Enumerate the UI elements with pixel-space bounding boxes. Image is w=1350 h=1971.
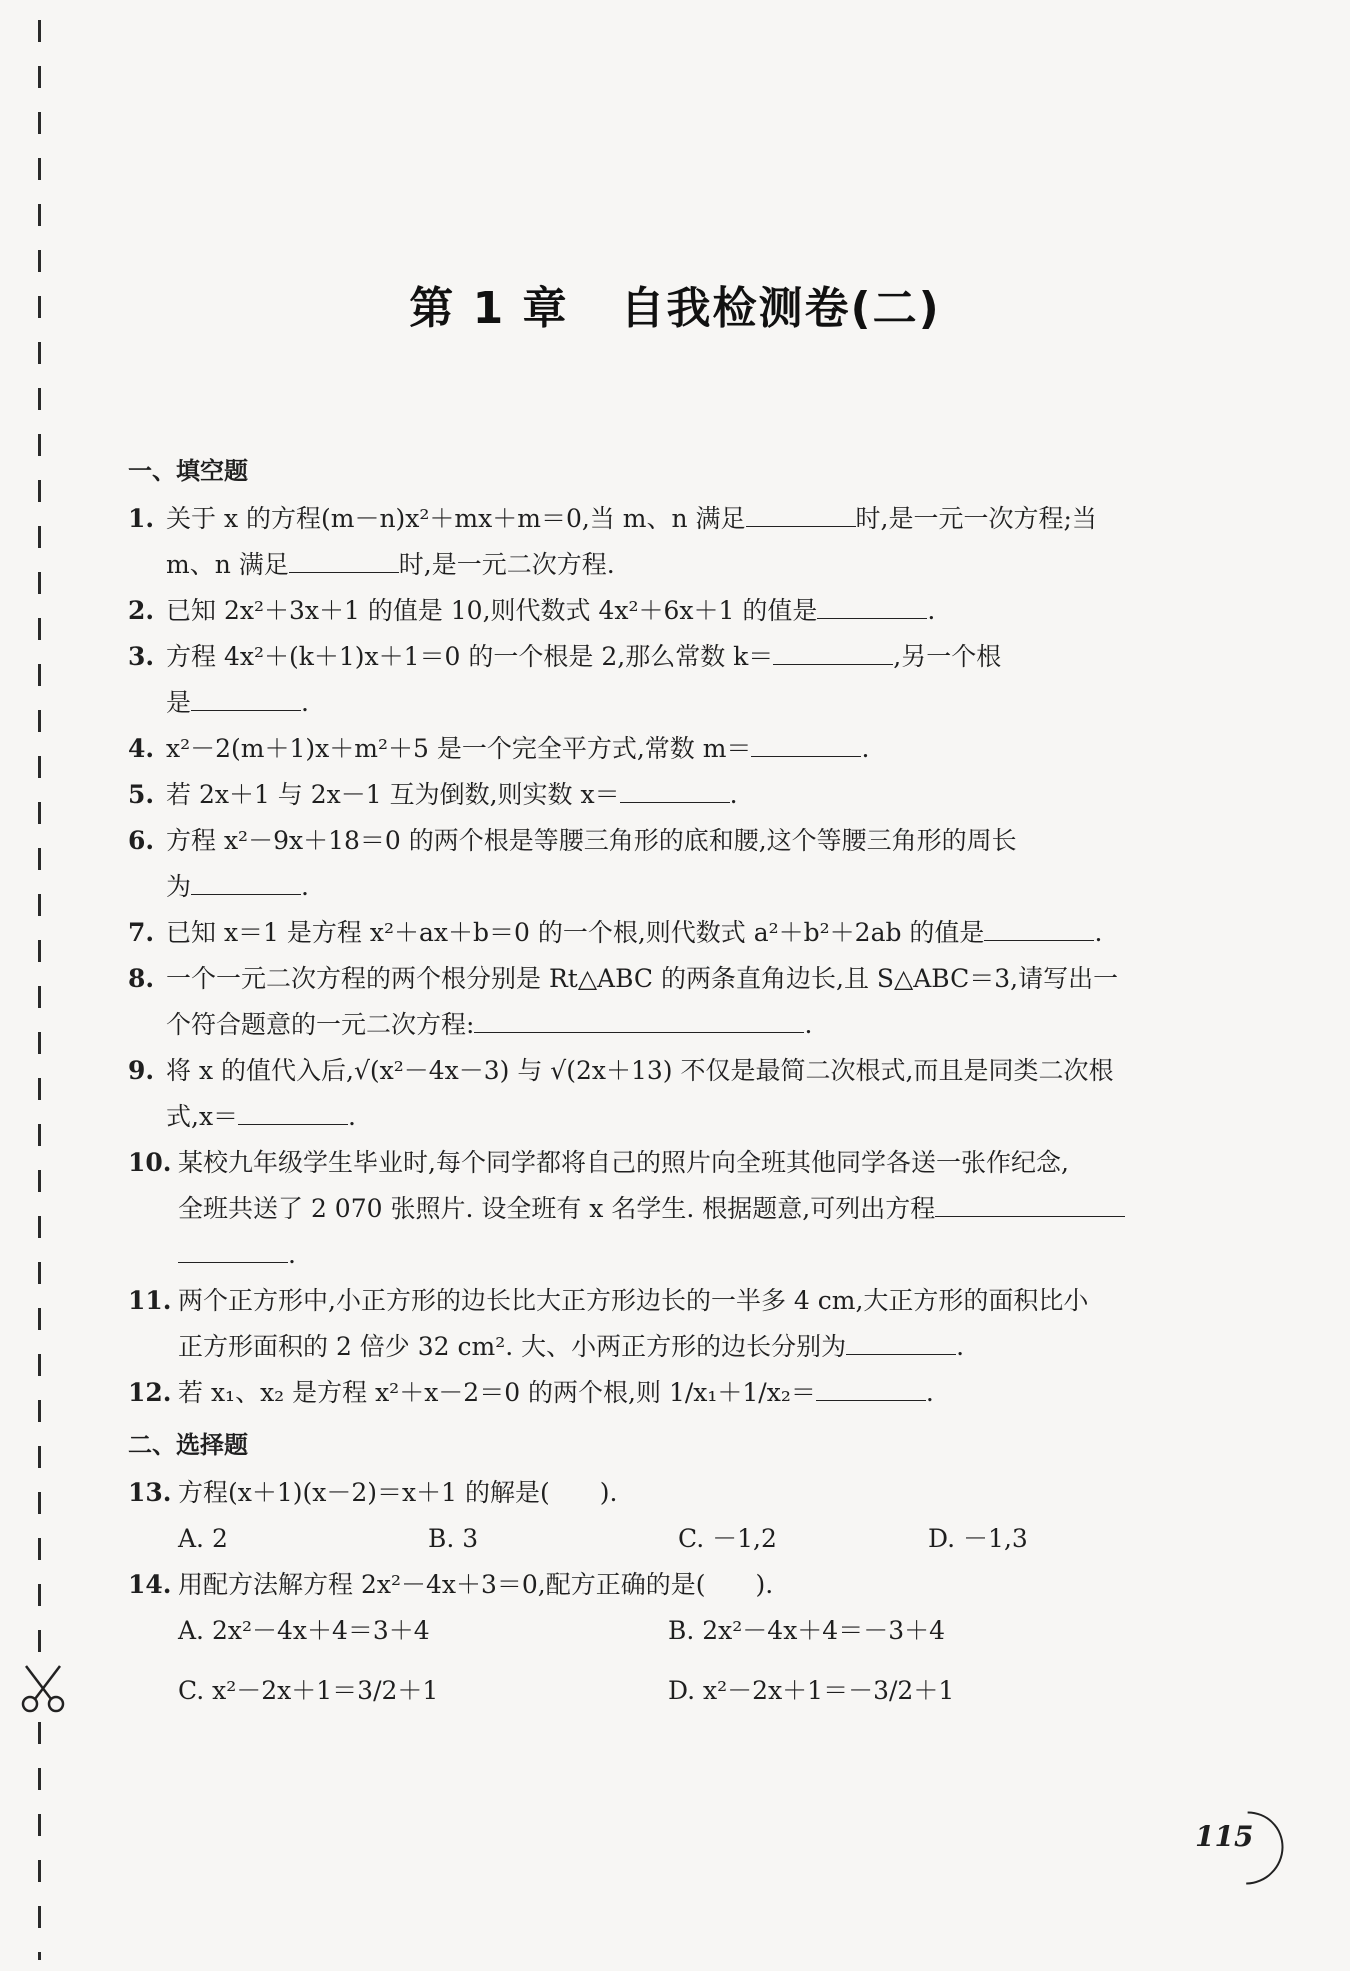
answer-blank[interactable] — [984, 910, 1094, 941]
question-14-options-row1 — [128, 1608, 1190, 1654]
question-text: 是 — [166, 688, 192, 717]
option-c[interactable]: C. x²－2x＋1＝3/2＋1 — [178, 1676, 439, 1705]
question-12 — [128, 1370, 1190, 1416]
question-text: . — [925, 1378, 934, 1407]
answer-blank[interactable] — [620, 772, 730, 803]
question-text: 个符合题意的一元二次方程: — [166, 1010, 475, 1039]
question-number: 14. — [128, 1570, 172, 1599]
question-text: 为 — [166, 872, 192, 901]
question-number: 6. — [128, 826, 155, 855]
answer-blank[interactable] — [474, 1002, 804, 1033]
question-text: . — [927, 596, 936, 625]
answer-blank[interactable] — [289, 542, 399, 573]
question-text: m、n 满足 — [166, 550, 289, 579]
option-d[interactable]: D. －1,3 — [928, 1524, 1028, 1553]
question-number: 3. — [128, 642, 155, 671]
question-text: . — [301, 872, 309, 901]
question-text: 时,是一元一次方程;当 — [855, 504, 1097, 533]
question-text: 方程(x＋1)(x－2)＝x＋1 的解是( ). — [178, 1478, 618, 1507]
question-text: 若 2x＋1 与 2x－1 互为倒数,则实数 x＝ — [166, 780, 620, 809]
question-13-options — [128, 1516, 1190, 1562]
answer-blank[interactable] — [846, 1324, 956, 1355]
question-8 — [128, 956, 1190, 1048]
answer-blank[interactable] — [191, 680, 301, 711]
scissors-icon — [16, 1660, 72, 1716]
question-text: 式,x＝ — [166, 1102, 239, 1131]
question-number: 7. — [128, 918, 155, 947]
answer-blank[interactable] — [816, 1370, 926, 1401]
option-c[interactable]: C. －1,2 — [678, 1524, 777, 1553]
question-number: 12. — [128, 1378, 172, 1407]
option-a[interactable]: A. 2 — [178, 1524, 228, 1553]
question-text: . — [956, 1332, 965, 1361]
title-chapter: 第 1 章 — [409, 283, 569, 334]
question-3 — [128, 634, 1190, 726]
question-number: 4. — [128, 734, 155, 763]
answer-blank[interactable] — [178, 1232, 288, 1263]
question-text: . — [804, 1010, 813, 1039]
answer-blank[interactable] — [773, 634, 893, 665]
question-13 — [128, 1470, 1190, 1516]
question-text: 方程 x²－9x＋18＝0 的两个根是等腰三角形的底和腰,这个等腰三角形的周长 — [166, 826, 1017, 855]
question-text: 将 x 的值代入后,√(x²－4x－3) 与 √(2x＋13) 不仅是最简二次根式,而且是同类二次根 — [166, 1056, 1114, 1085]
option-b[interactable]: B. 3 — [428, 1524, 479, 1553]
question-text: . — [348, 1102, 356, 1131]
answer-blank[interactable] — [746, 496, 856, 527]
question-text: . — [861, 734, 870, 763]
question-text: x²－2(m＋1)x＋m²＋5 是一个完全平方式,常数 m＝ — [166, 734, 752, 763]
question-text: . — [729, 780, 738, 809]
question-text: 若 x₁、x₂ 是方程 x²＋x－2＝0 的两个根,则 1/x₁＋1/x₂＝ — [178, 1378, 816, 1407]
question-text: 一个一元二次方程的两个根分别是 Rt△ABC 的两条直角边长,且 S△ABC＝3,请写出一 — [166, 964, 1119, 993]
question-text: 正方形面积的 2 倍少 32 cm². 大、小两正方形的边长分别为 — [178, 1332, 847, 1361]
option-a[interactable]: A. 2x²－4x＋4＝3＋4 — [178, 1616, 430, 1645]
question-text: . — [301, 688, 309, 717]
question-11 — [128, 1278, 1190, 1370]
question-number: 1. — [128, 504, 155, 533]
question-text: 用配方法解方程 2x²－4x＋3＝0,配方正确的是( ). — [178, 1570, 774, 1599]
question-number: 9. — [128, 1056, 155, 1085]
question-text: 全班共送了 2 070 张照片. 设全班有 x 名学生. 根据题意,可列出方程 — [178, 1194, 936, 1223]
option-d[interactable]: D. x²－2x＋1＝－3/2＋1 — [668, 1676, 955, 1705]
question-number: 10. — [128, 1148, 172, 1177]
section-fill-heading: 一、填空题 — [128, 457, 248, 485]
question-4 — [128, 726, 1190, 772]
question-9 — [128, 1048, 1190, 1140]
question-text: 两个正方形中,小正方形的边长比大正方形边长的一半多 4 cm,大正方形的面积比小 — [178, 1286, 1089, 1315]
question-text: . — [288, 1240, 296, 1269]
question-text: 某校九年级学生毕业时,每个同学都将自己的照片向全班其他同学各送一张作纪念, — [178, 1148, 1069, 1177]
answer-blank[interactable] — [751, 726, 861, 757]
questions — [128, 448, 1190, 1714]
question-text: 时,是一元二次方程. — [398, 550, 615, 579]
option-b[interactable]: B. 2x²－4x＋4＝－3＋4 — [668, 1616, 946, 1645]
question-6 — [128, 818, 1190, 910]
question-text: 已知 2x²＋3x＋1 的值是 10,则代数式 4x²＋6x＋1 的值是 — [166, 596, 818, 625]
question-1 — [128, 496, 1190, 588]
title-name: 自我检测卷(二) — [620, 283, 941, 334]
section-choice-heading: 二、选择题 — [128, 1431, 248, 1459]
question-number: 2. — [128, 596, 155, 625]
page-number: 115 — [1195, 1820, 1254, 1853]
question-text: 已知 x＝1 是方程 x²＋ax＋b＝0 的一个根,则代数式 a²＋b²＋2ab 的值是 — [166, 918, 985, 947]
question-14-options-row2 — [128, 1668, 1190, 1714]
question-7 — [128, 910, 1190, 956]
question-number: 5. — [128, 780, 155, 809]
question-number: 8. — [128, 964, 155, 993]
page-title — [0, 272, 1350, 336]
answer-blank[interactable] — [935, 1186, 1125, 1217]
question-text: ,另一个根 — [893, 642, 1002, 671]
question-text: . — [1094, 918, 1103, 947]
question-14 — [128, 1562, 1190, 1608]
question-2 — [128, 588, 1190, 634]
question-text: 方程 4x²＋(k＋1)x＋1＝0 的一个根是 2,那么常数 k＝ — [166, 642, 774, 671]
answer-blank[interactable] — [817, 588, 927, 619]
question-text: 关于 x 的方程(m－n)x²＋mx＋m＝0,当 m、n 满足 — [166, 504, 746, 533]
question-number: 11. — [128, 1286, 172, 1315]
question-number: 13. — [128, 1478, 172, 1507]
question-5 — [128, 772, 1190, 818]
answer-blank[interactable] — [191, 864, 301, 895]
answer-blank[interactable] — [238, 1094, 348, 1125]
question-10 — [128, 1140, 1190, 1278]
